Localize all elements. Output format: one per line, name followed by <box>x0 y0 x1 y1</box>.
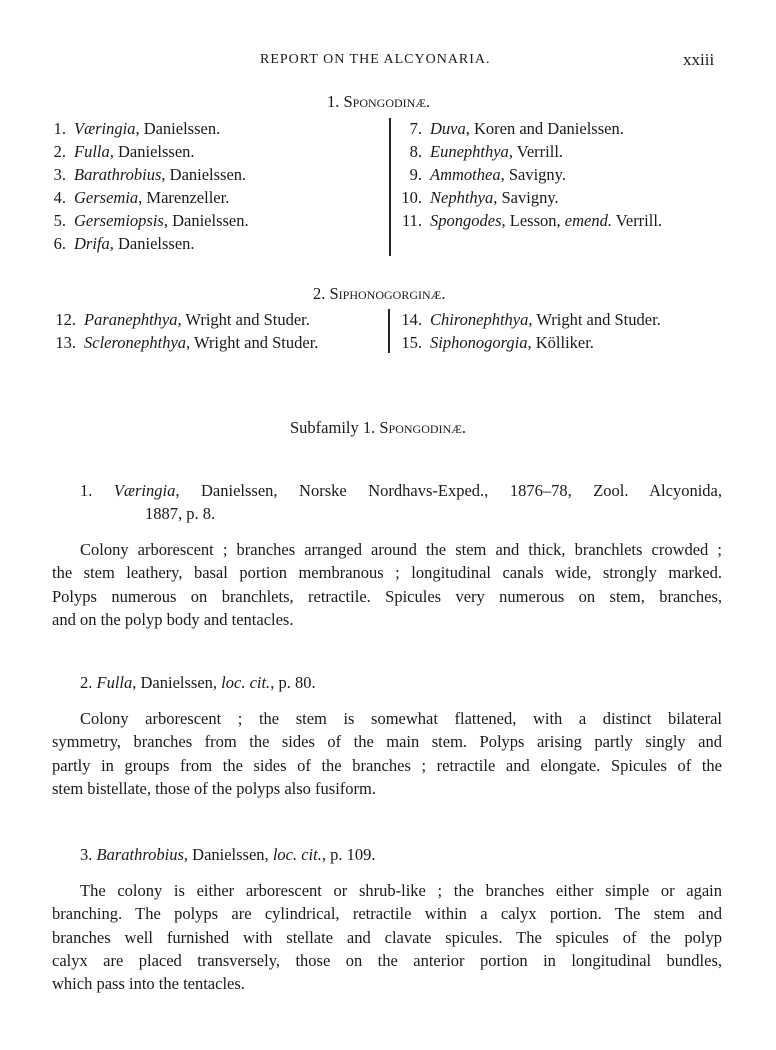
genus-list-item <box>52 234 195 254</box>
authority: , Danielssen. <box>161 165 247 184</box>
item-number: 8. <box>409 142 422 161</box>
authority: , Verrill. <box>508 142 564 161</box>
genus-list-item <box>52 165 246 185</box>
paragraph-line: branches well furnished with stellate and clavate spicules. The spicules of the polyp <box>52 927 722 947</box>
genus-list-item <box>398 142 563 162</box>
genus-list-item <box>398 188 559 208</box>
entry-number: 3. <box>80 845 93 864</box>
genus-list-item <box>52 119 220 139</box>
genus-name: Ammothea <box>430 165 501 184</box>
item-number: 14. <box>401 310 422 329</box>
genus-list-item <box>52 310 310 330</box>
paragraph-line: calyx are placed transversely, those on the anterior portion in longitudinal bundles, <box>52 950 722 970</box>
authority: , Kölliker. <box>527 333 594 352</box>
genus-list-item <box>398 310 661 330</box>
genus-name: Væringia <box>74 119 136 138</box>
genus-name: Fulla <box>96 673 133 692</box>
genus-list-item <box>52 333 318 353</box>
genus-list-item <box>398 165 566 185</box>
item-number: 6. <box>53 234 66 253</box>
reference-continuation: 1887, p. 8. <box>145 504 216 523</box>
authority: , Danielssen. <box>163 211 249 230</box>
authority: , Savigny. <box>500 165 566 184</box>
authority: , Koren and Danielssen. <box>465 119 624 138</box>
entry-number: 2. <box>80 673 93 692</box>
item-number: 12. <box>55 310 76 329</box>
authority: Verrill. <box>611 211 663 230</box>
paragraph-line: the stem leathery, basal portion membranous ; longitudinal canals wide, strongly marked. <box>52 563 722 583</box>
section-heading-1: 1. Spongodinæ. <box>327 92 431 111</box>
item-number: 15. <box>401 333 422 352</box>
paragraph-line: The colony is either arborescent or shrub-like ; the branches either simple or again <box>80 881 722 900</box>
item-number: 3. <box>53 165 66 184</box>
genus-list-item <box>398 333 594 353</box>
authority: , Wright and Studer. <box>177 310 310 329</box>
emend-note: emend. <box>564 211 612 230</box>
running-title: REPORT ON THE ALCYONARIA. <box>260 52 491 67</box>
genus-list-item <box>52 211 249 231</box>
genus-name: Fulla <box>74 142 110 161</box>
genus-name: Drifa <box>74 234 110 253</box>
reference: , p. 109. <box>321 845 376 864</box>
genus-name: Siphonogorgia <box>430 333 528 352</box>
loc-cit: loc. cit. <box>221 673 271 692</box>
genus-name: Gersemiopsis <box>74 211 164 230</box>
genus-list-item <box>398 211 662 231</box>
paragraph-line: Colony arborescent ; branches arranged around the stem and thick, branchlets crowded ; <box>80 540 722 559</box>
genus-name: Gersemia <box>74 188 139 207</box>
authority: , Wright and Studer. <box>528 310 661 329</box>
entry-heading <box>80 845 375 865</box>
loc-cit: loc. cit. <box>272 845 322 864</box>
genus-name: Chironephthya <box>430 310 529 329</box>
reference: , Danielssen, <box>183 845 273 864</box>
genus-name: Nephthya <box>430 188 494 207</box>
paragraph-line: partly in groups from the sides of the branches ; retractile and elongate. Spicules of the <box>52 755 722 775</box>
paragraph-line: stem bistellate, those of the polyps also fusiform. <box>52 778 376 798</box>
entry-number: 1. <box>80 481 93 500</box>
item-number: 1. <box>53 119 66 138</box>
entry-heading <box>80 673 316 693</box>
page-number: xxiii <box>683 50 715 69</box>
genus-list-item <box>52 142 195 162</box>
paragraph-line: and on the polyp body and tentacles. <box>52 609 294 629</box>
item-number: 5. <box>53 211 66 230</box>
subfamily-heading: Subfamily 1. Spongodinæ. <box>290 418 467 437</box>
section-heading-2: 2. Siphonogorginæ. <box>313 284 446 303</box>
authority: , Savigny. <box>493 188 559 207</box>
genus-name: Spongodes <box>430 211 502 230</box>
authority: , Danielssen. <box>109 234 195 253</box>
item-number: 4. <box>53 188 66 207</box>
column-divider <box>388 309 390 353</box>
genus-name: Barathrobius <box>74 165 162 184</box>
genus-name: Scleronephthya <box>84 333 187 352</box>
item-number: 13. <box>55 333 76 352</box>
item-number: 9. <box>409 165 422 184</box>
authority: , Danielssen. <box>109 142 195 161</box>
item-number: 10. <box>401 188 422 207</box>
paragraph-line: Colony arborescent ; the stem is somewhat flattened, with a distinct bilateral <box>80 709 722 728</box>
genus-list-item <box>398 119 624 139</box>
genus-list-item <box>52 188 229 208</box>
column-divider <box>389 118 391 256</box>
reference: , Danielssen, <box>132 673 222 692</box>
genus-name: Eunephthya <box>430 142 509 161</box>
authority: , Marenzeller. <box>138 188 230 207</box>
paragraph-line: which pass into the tentacles. <box>52 974 245 994</box>
item-number: 2. <box>53 142 66 161</box>
item-number: 11. <box>401 211 422 230</box>
authority: , Wright and Studer. <box>186 333 319 352</box>
authority: , Lesson, <box>501 211 565 230</box>
entry-heading <box>80 481 722 501</box>
genus-name: Duva <box>430 119 466 138</box>
genus-name: Barathrobius <box>96 845 184 864</box>
paragraph-line: Polyps numerous on branchlets, retractile. Spicules very numerous on stem, branches, <box>52 586 722 606</box>
reference: , p. 80. <box>270 673 316 692</box>
genus-name: Paranephthya <box>84 310 178 329</box>
reference: , Danielssen, Norske Nordhavs-Exped., 1876–78, Zool. Alcyonida, <box>175 481 722 500</box>
paragraph-line: symmetry, branches from the sides of the main stem. Polyps arising partly singly and <box>52 732 722 752</box>
genus-name: Væringia <box>113 481 176 500</box>
paragraph-line: branching. The polyps are cylindrical, retractile within a calyx portion. The stem and <box>52 904 722 924</box>
item-number: 7. <box>409 119 422 138</box>
authority: , Danielssen. <box>135 119 221 138</box>
